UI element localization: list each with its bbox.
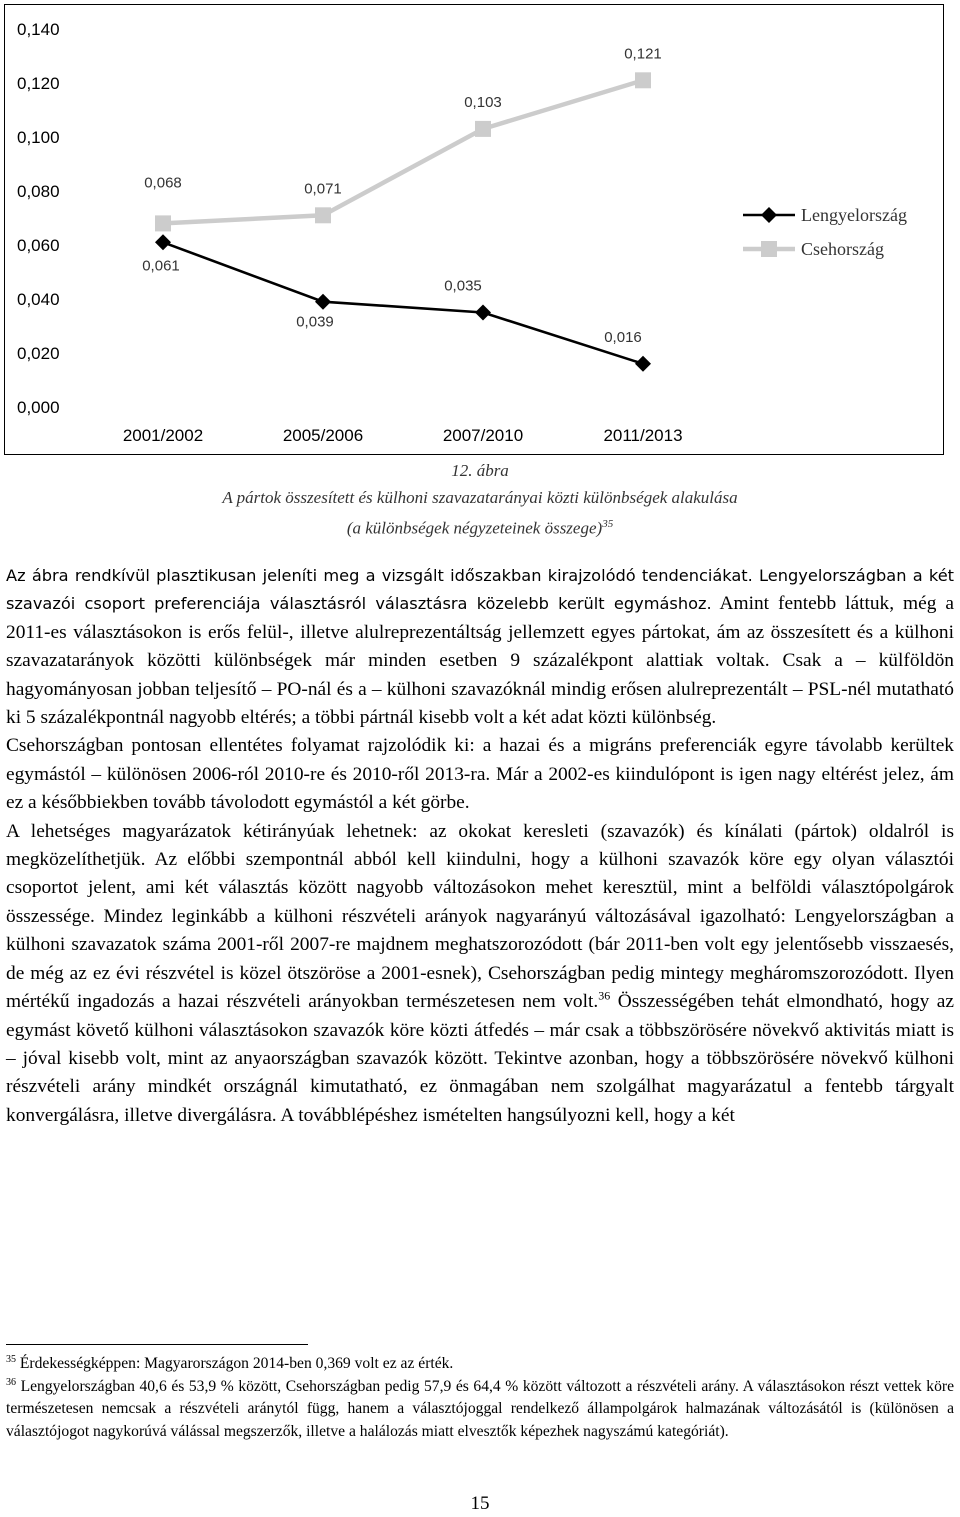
data-point-marker [315, 294, 331, 310]
footnote-36-number: 36 [6, 1376, 16, 1388]
data-label: 0,071 [304, 180, 342, 198]
footnote-36 [6, 1376, 954, 1444]
footnote-36-text: Lengyelországban 40,6 és 53,9 % között, Csehországban pedig 57,9 és 64,4 % között változott a részvételi arány. A választásokon részt vettek köre természetesen nemcsak a részvételi aránytól függ, hanem a választójoggal rendelkező állampolgárok halmazának változásától is (különösen a választójogot nagykorúvá válással megszerzők, illetve a halálozás miatt elvesztők képezhek nagyszámú kategóriát). [6, 1377, 954, 1440]
y-tick-label: 0,120 [17, 74, 60, 93]
data-label: 0,016 [604, 328, 642, 346]
paragraph-3 [6, 818, 954, 1130]
data-point-marker [315, 207, 331, 223]
data-point-marker [475, 305, 491, 321]
figure-subtitle [0, 514, 960, 539]
footnote-separator [6, 1344, 308, 1345]
data-label: 0,039 [296, 313, 334, 331]
data-label: 0,103 [464, 93, 502, 111]
paragraph-2: Csehországban pontosan ellentétes folyamat rajzolódik ki: a hazai és a migráns preferenciák egyre távolabb kerültek egymástól – különösen 2006-ról 2010-re és 2010-ről 2013-ra. Már a 2002-es kiindulópont is igen nagy eltérést jelez, ám ez a későbbiekben tovább távolodott egymástól a két görbe. [6, 735, 954, 814]
series-line-2 [163, 80, 643, 223]
figure-title: A pártok összesített és külhoni szavazatarányai közti különbségek alakulása [222, 488, 738, 507]
paragraph-1-rest: Amint fentebb láttuk, még a 2011-es választásokon is erős felül-, illetve alulreprezentáltság jellemzett egyes pártokat, ám az összesített és a külhoni szavazatarányok közötti különbségek már minden esetben 9 százalékpont alattiak voltak. Csak a – külföldön hagyományosan jobban teljesítő – PO-nál és a – külhoni szavazóknál mindig erősen alulreprezentált – PSL-nél mutatható ki 5 százalékpontnál nagyobb eltérés; a többi pártnál kisebb volt a két adat közti különbség. [6, 593, 954, 729]
legend-label: Csehország [801, 239, 884, 259]
y-tick-label: 0,140 [17, 20, 60, 39]
body-text [6, 562, 954, 1130]
footnotes [6, 1353, 954, 1443]
y-tick-label: 0,040 [17, 290, 60, 309]
y-tick-label: 0,080 [17, 182, 60, 201]
legend-label: Lengyelország [801, 205, 907, 225]
y-tick-label: 0,100 [17, 128, 60, 147]
line-chart [5, 5, 945, 456]
x-tick-label: 2011/2013 [603, 426, 683, 445]
data-label: 0,121 [624, 45, 662, 63]
paragraph-3-part-a: A lehetséges magyarázatok kétirányúak lehetnek: az okokat keresleti (szavazók) és kínálati (pártok) oldalról is megközelíthetjük. Az előbbi szempontnál abból kell kiindulni, hogy a külhoni szavazók köre egy olyan választói csoportot jelent, ami két választás között nagyobb változásokon mehet keresztül, mint a belföldi választópolgárok összessége. Mindez leginkább a külhoni részvételi arányok nagyarányú változásával igazolható: Lengyelországban a külhoni szavazatok száma 2001-ről 2007-re majdnem meghatszorozódott (bár 2011-ben volt egy jelentősebb visszaesés, de még az ez évi részvétel is közel ötszöröse a 2001-esnek), Csehországban pedig mintegy megháromszorozódott. Ilyen mértékű ingadozás a hazai részvételi arányokban természetesen nem volt. [6, 820, 954, 1013]
x-tick-label: 2005/2006 [282, 426, 364, 445]
data-label: 0,035 [444, 277, 482, 295]
data-point-marker [155, 215, 171, 231]
data-point-marker [635, 72, 651, 88]
y-tick-label: 0,060 [17, 236, 60, 255]
paragraph-1-intro: Az ábra rendkívül plasztikusan jeleníti meg a vizsgált időszakban kirajzolódó tendenciákat. Lengyelországban a két szavazói csoport preferenciája választásról választásra közelebb került egymáshoz. [6, 566, 954, 614]
data-point-marker [635, 356, 651, 372]
x-tick-label: 2007/2010 [442, 426, 524, 445]
data-label: 0,061 [142, 257, 180, 275]
y-tick-label: 0,020 [17, 344, 60, 363]
figure-number: 12. ábra [451, 461, 509, 480]
chart-frame [4, 4, 944, 455]
figure-subtitle-text: (a különbségek négyzeteinek összege) [346, 518, 603, 538]
paragraph-3-part-b: Összességében tehát elmondható, hogy az egymást követő külhoni választásokon szavazók köre közti átfedés – már csak a többszörösére növekvő aktivitás miatt is – jóval kisebb volt, mint az anyaországban szavazók között. Tekintve azonban, hogy a többszörösére növekvő külhoni részvételi arány mindkét országnál kimutatható, ez önmagában nem szolgálhat magyarázatul a fentebb tárgyalt konvergálásra, illetve divergálásra. A továbblépéshez ismételten hangsúlyozni kell, hogy a két [6, 991, 954, 1126]
page-number: 15 [470, 1493, 490, 1514]
footnote-ref-36[interactable]: 36 [598, 988, 611, 1003]
footnote-ref-35[interactable]: 35 [602, 518, 614, 530]
data-point-marker [475, 121, 491, 137]
legend-marker [761, 207, 777, 223]
series-line-1 [163, 242, 643, 363]
paragraph-1 [6, 562, 954, 732]
data-label: 0,068 [144, 174, 182, 192]
y-tick-label: 0,000 [17, 398, 60, 417]
footnote-35-number: 35 [6, 1353, 16, 1365]
data-point-marker [155, 234, 171, 250]
x-tick-label: 2001/2002 [122, 426, 204, 445]
footnote-35 [6, 1353, 954, 1376]
legend-marker [761, 241, 777, 257]
footnote-35-text: Érdekességképpen: Magyarországon 2014-ben 0,369 volt ez az érték. [16, 1355, 454, 1372]
